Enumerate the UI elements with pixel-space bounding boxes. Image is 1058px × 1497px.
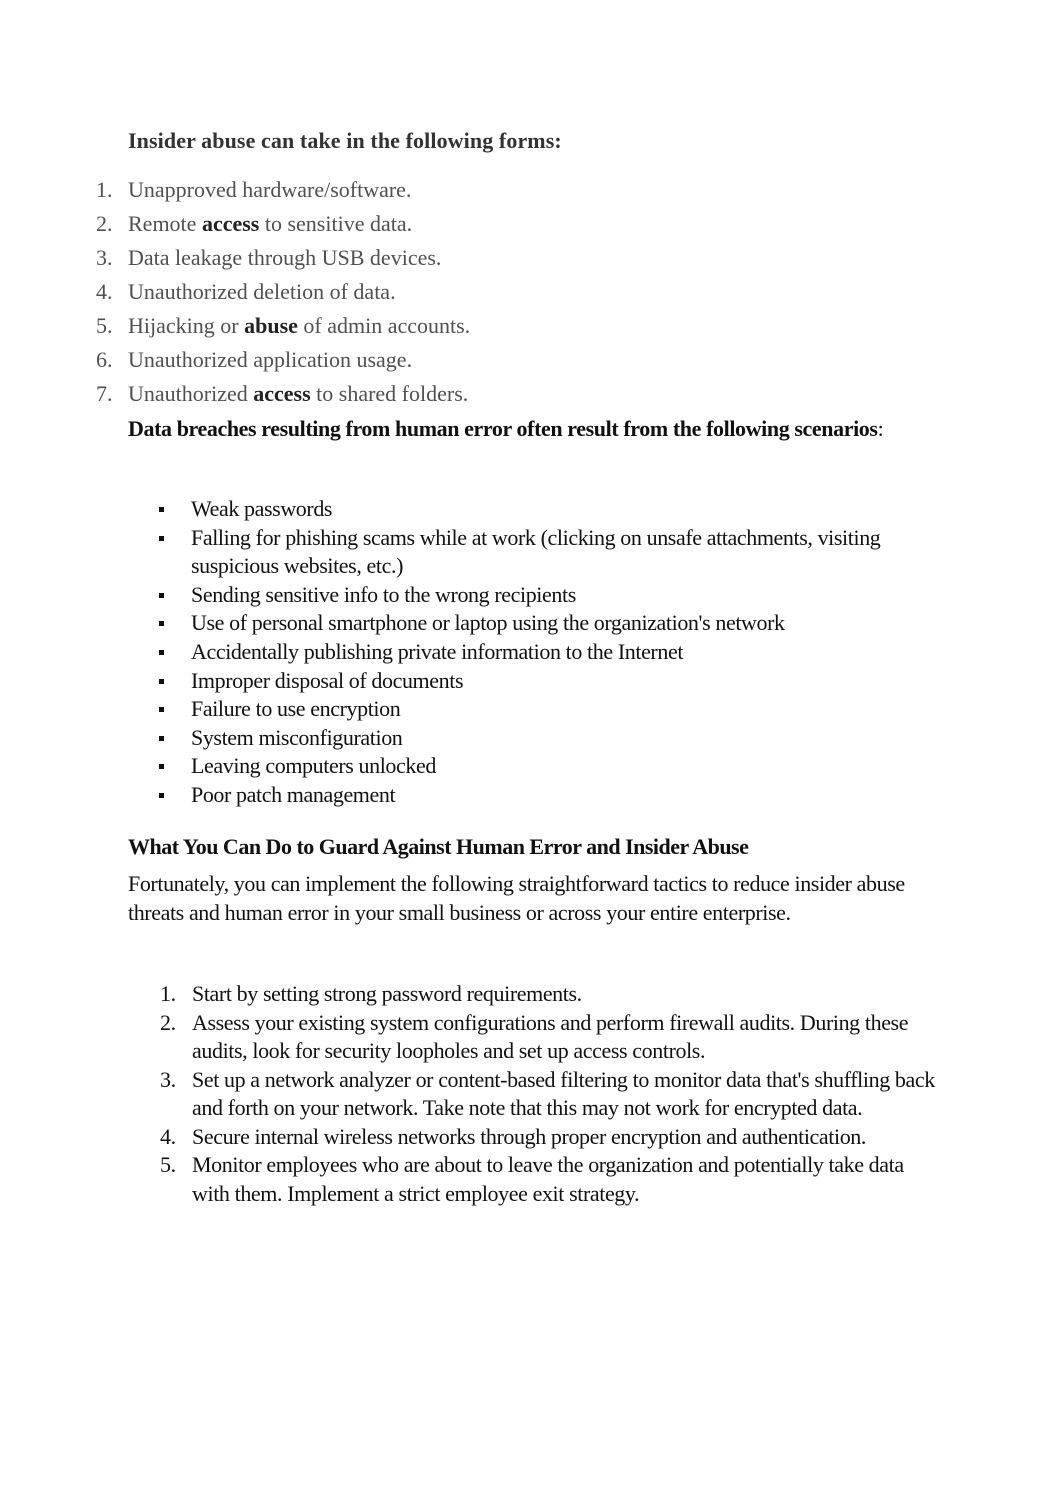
item-text: Unapproved hardware/software. [128, 177, 412, 202]
list-item [96, 207, 470, 241]
item-text: Unauthorized deletion of data. [128, 279, 396, 304]
item-text-after: to shared folders. [310, 381, 469, 406]
item-bold-text: access [253, 381, 311, 406]
item-text: Poor patch management [191, 781, 396, 807]
list-number: 4. [96, 279, 113, 304]
square-bullet-icon [159, 679, 164, 684]
list-number: 7. [96, 381, 113, 406]
item-text: Data leakage through USB devices. [128, 245, 442, 270]
item-text: Monitor employees who are about to leave the organization and potentially take data with them. Implement a strict employee exit strategy. [192, 1152, 904, 1206]
list-number: 2. [160, 1009, 176, 1035]
insider-abuse-forms-list [96, 173, 470, 411]
item-text-after: of admin accounts. [297, 313, 471, 338]
list-number: 6. [96, 347, 113, 372]
list-number: 3. [160, 1066, 176, 1092]
list-item [157, 752, 947, 781]
square-bullet-icon [159, 793, 164, 798]
list-item [96, 173, 470, 207]
square-bullet-icon [159, 507, 164, 512]
list-item [157, 781, 947, 810]
list-item [96, 275, 470, 309]
human-error-heading [128, 414, 928, 443]
item-text: Accidentally publishing private information to the Internet [191, 638, 684, 664]
heading-colon: : [877, 416, 884, 441]
square-bullet-icon [159, 536, 164, 541]
guard-against-heading: What You Can Do to Guard Against Human Error and Insider Abuse [128, 834, 749, 859]
list-item [157, 495, 947, 524]
list-number: 5. [160, 1152, 176, 1177]
item-text: Unauthorized [128, 381, 254, 406]
square-bullet-icon [159, 650, 164, 655]
heading-text: Data breaches resulting from human error often result from the following scenarios [128, 416, 878, 441]
list-item [96, 309, 470, 343]
item-text: System misconfiguration [191, 724, 403, 750]
item-text: Start by setting strong password requirements. [192, 981, 582, 1006]
list-item [96, 377, 470, 411]
item-text: Leaving computers unlocked [191, 753, 436, 779]
square-bullet-icon [159, 764, 164, 769]
list-number: 2. [96, 211, 113, 236]
item-text: Failure to use encryption [191, 696, 401, 722]
human-error-scenarios-list [157, 495, 947, 810]
item-text: Hijacking or [128, 313, 245, 338]
list-item [157, 667, 947, 696]
item-text-after: to sensitive data. [259, 211, 413, 236]
item-text: Weak passwords [191, 496, 333, 521]
list-item [158, 980, 938, 1009]
item-text: Secure internal wireless networks through proper encryption and authentication. [192, 1123, 867, 1149]
square-bullet-icon [159, 736, 164, 741]
list-number: 5. [96, 313, 113, 338]
list-item [157, 581, 947, 610]
list-item [157, 609, 947, 638]
list-number: 4. [160, 1123, 176, 1149]
item-text: Assess your existing system configurations and perform firewall audits. During these audits, look for security loopholes and set up access controls. [192, 1009, 909, 1063]
item-text: Falling for phishing scams while at work (clicking on unsafe attachments, visiting suspicious websites, etc.) [191, 524, 881, 579]
square-bullet-icon [159, 621, 164, 626]
intro-paragraph: Fortunately, you can implement the following straightforward tactics to reduce insider abuse threats and human error in your small business or across your entire enterprise. [128, 871, 905, 925]
list-number: 1. [96, 177, 113, 202]
square-bullet-icon [159, 707, 164, 712]
tactics-list [158, 980, 938, 1208]
item-text: Sending sensitive info to the wrong recipients [191, 581, 576, 607]
item-bold-text: access [201, 211, 260, 236]
list-item [158, 1123, 938, 1152]
square-bullet-icon [159, 593, 164, 598]
item-text: Unauthorized application usage. [128, 347, 413, 372]
list-item [158, 1009, 938, 1066]
list-item [96, 241, 470, 275]
item-text: Improper disposal of documents [191, 667, 464, 693]
list-item [157, 524, 947, 581]
item-text: Use of personal smartphone or laptop using the organization's network [191, 610, 785, 636]
list-item [157, 724, 947, 753]
list-item [157, 695, 947, 724]
list-item [157, 638, 947, 667]
item-bold-text: abuse [244, 313, 298, 338]
insider-abuse-heading: Insider abuse can take in the following forms: [128, 128, 562, 153]
list-number: 3. [96, 245, 113, 270]
item-text: Remote [128, 211, 202, 236]
item-text: Set up a network analyzer or content-based filtering to monitor data that's shuffling back and forth on your network. Take note that this may not work for encrypted data. [192, 1066, 935, 1120]
list-item [96, 343, 470, 377]
list-number: 1. [160, 981, 176, 1006]
list-item [158, 1151, 938, 1208]
list-item [158, 1066, 938, 1123]
